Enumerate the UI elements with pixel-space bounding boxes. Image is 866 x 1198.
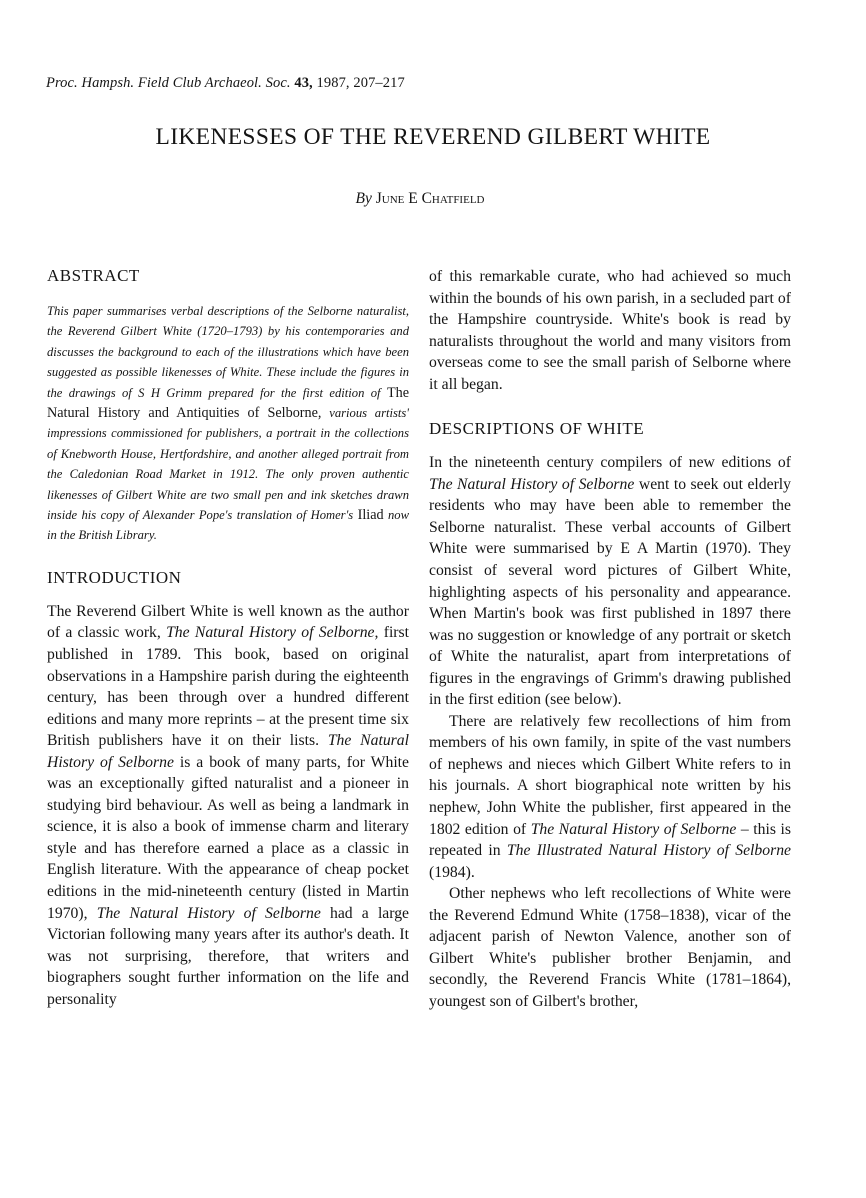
desc2-text-a: There are relatively few recollections of him from members of his own family, in spite of the vast numbers of nephews and nieces which Gilbert White refers to in his journals. A short biographical note written by his nephew, John White the publisher, first appeared in the 1802 edition of: [429, 712, 791, 838]
journal-year-pages: 1987, 207–217: [316, 75, 405, 91]
abstract-part-2: various artists' impressions commissioned for publishers, a portrait in the collections of Knebworth House, Hertfordshire, and another alleged portrait from the Caledonian Road Market in 1912. The only proven authentic likenesses of Gilbert White are two small pen and ink sketches drawn inside his copy of Alexander Pope's translation of Homer's: [47, 406, 409, 523]
descriptions-paragraph-1: [429, 452, 791, 711]
journal-volume: 43,: [294, 75, 313, 91]
right-column: [429, 266, 791, 1013]
desc2-book-title-1: The Natural History of Selborne: [530, 820, 737, 838]
byline-by: By: [355, 190, 372, 207]
desc1-text-c: went to seek out elderly residents who may have been able to remember the Selborne naturalist. These verbal accounts of Gilbert White were summarised by E A Martin (1970). They consist of several word pictures of Gilbert White, highlighting aspects of his personality and appearance. When Martin's book was first published in 1897 there was no suggestion or knowledge of any portrait or sketch of White the naturalist, apart from interpretations of figures in the engravings of Grimm's drawing published in the first edition (see below).: [429, 475, 792, 709]
descriptions-paragraph-2: [429, 711, 791, 883]
paper-title: LIKENESSES OF THE REVEREND GILBERT WHITE: [155, 124, 711, 150]
desc1-text-a: In the nineteenth century compilers of new editions of: [429, 454, 791, 472]
desc2-text-e: (1984).: [429, 863, 475, 881]
intro-text-g: had a large Victorian following many years after its author's death. It was not surprising, therefore, that writers and biographers sought further information on the life and personality: [47, 904, 410, 1008]
abstract-book-1: The Natural History and Antiquities of Selborne,: [47, 384, 409, 422]
introduction-heading: INTRODUCTION: [47, 567, 182, 587]
desc2-book-title-2: The Illustrated Natural History of Selborne: [506, 842, 792, 860]
journal-citation: [46, 75, 405, 92]
byline: [0, 190, 840, 208]
abstract-heading: ABSTRACT: [47, 266, 140, 285]
intro-text-a: The Reverend Gilbert White is well known as the author of a classic work,: [47, 602, 409, 642]
intro-book-title-2: The Natural History of Selborne: [47, 732, 409, 771]
abstract-part-3: now in the British Library.: [47, 508, 409, 543]
introduction-paragraph-1: [47, 601, 409, 1010]
descriptions-heading: DESCRIPTIONS OF WHITE: [429, 419, 645, 439]
descriptions-paragraph-3: Other nephews who left recollections of White were the Reverend Edmund White (1758–1838), vicar of the adjacent parish of Newton Valence, another son of Gilbert White's publisher brother Benjamin, and secondly, the Reverend Francis White (1781–1864), youngest son of Gilbert's brother,: [429, 885, 791, 1010]
abstract-book-2: Iliad: [357, 507, 384, 524]
author-name: June E Chatfield: [375, 190, 485, 207]
abstract-text: [47, 301, 409, 546]
journal-name: Proc. Hampsh. Field Club Archaeol. Soc.: [46, 75, 291, 91]
intro-text-c: first published in 1789. This book, based on original observations in a Hampshire parish during the eighteenth century, has been through over a hundred different editions and many more reprints – at the present time six British publishers have it on their lists.: [47, 624, 409, 750]
desc2-text-c: – this is repeated in: [429, 820, 791, 860]
intro-text-e: is a book of many parts, for White was an exceptionally gifted naturalist and a pioneer in studying bird behaviour. As well as being a landmark in science, it is also a book of immense charm and literary style and has therefore earned a place as a classic in English literature. With the appearance of cheap pocket editions in the mid-nineteenth century (listed in Martin 1970),: [47, 753, 410, 922]
left-column: [47, 266, 409, 1010]
intro-book-title-1: The Natural History of Selborne,: [166, 624, 379, 642]
intro-book-title-3: The Natural History of Selborne: [96, 904, 321, 922]
introduction-paragraph-continued: of this remarkable curate, who had achieved so much within the bounds of his own parish, in a secluded part of the Hampshire countryside. White's book is read by naturalists throughout the world and many visitors from overseas come to see the small parish of Selborne where it all began.: [429, 268, 791, 393]
abstract-part-1: This paper summarises verbal descriptions of the Selborne naturalist, the Reverend Gilbert White (1720–1793) by his contemporaries and discusses the background to each of the illustrations which have been suggested as possible likenesses of White. These include the figures in the drawings of S H Grimm prepared for the first edition of: [47, 304, 409, 400]
desc1-book-title: The Natural History of Selborne: [429, 475, 635, 493]
